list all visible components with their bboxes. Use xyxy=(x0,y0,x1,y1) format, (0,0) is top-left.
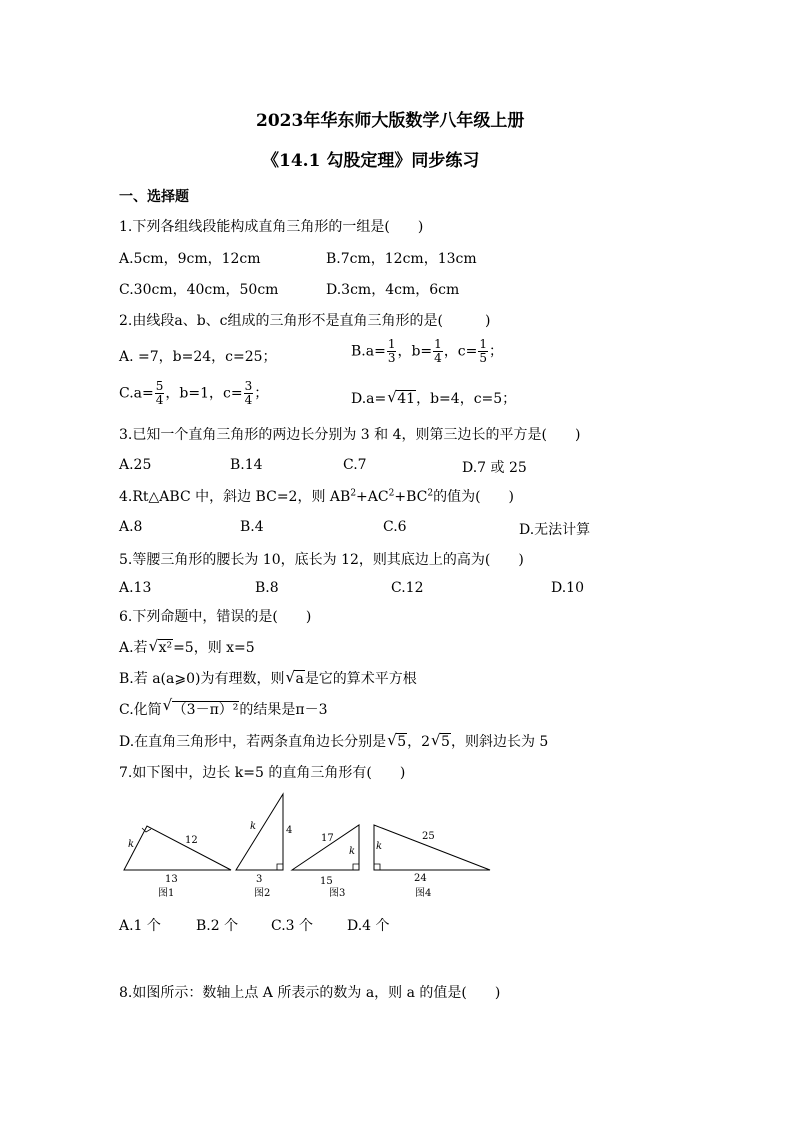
radicand: a xyxy=(295,671,304,687)
fig2-caption: 图2 xyxy=(254,888,271,899)
figure-1 xyxy=(124,826,231,899)
q4-option-a: A.8 xyxy=(119,519,143,535)
figure-4 xyxy=(374,825,490,899)
sqrt-symbol: √ x² xyxy=(148,637,173,656)
fig2-label-side: 4 xyxy=(286,825,293,836)
q5-option-a: A.13 xyxy=(119,580,152,596)
q4-text: 4.Rt△ABC 中，斜边 BC=2，则 AB xyxy=(119,489,351,505)
q4-option-c: C.6 xyxy=(383,519,407,535)
q1-option-c: C.30cm，40cm，50cm xyxy=(119,282,279,298)
q2-option-d xyxy=(351,388,516,408)
fraction-denominator: 3 xyxy=(387,351,396,365)
fraction xyxy=(433,338,443,365)
sqrt-symbol: √ （3－π）² xyxy=(162,696,239,718)
fraction-denominator: 4 xyxy=(244,393,253,407)
q5-option-d: D.10 xyxy=(551,580,584,596)
sqrt-symbol: √ 5 xyxy=(431,731,450,750)
figure-2 xyxy=(236,794,292,899)
figure-3 xyxy=(292,825,359,899)
superscript: 2 xyxy=(427,488,434,499)
sqrt-symbol: √ 41 xyxy=(387,388,416,407)
q2-option-c xyxy=(119,380,268,407)
q2-b-text: ，c= xyxy=(443,343,478,360)
q4-text: 的值为( ) xyxy=(433,489,515,505)
fig1-label-hyp: 12 xyxy=(185,835,198,846)
right-angle-mark xyxy=(142,828,151,832)
q3-option-d: D.7 或 25 xyxy=(462,460,527,476)
q3-stem: 3.已知一个直角三角形的两边长分别为 3 和 4，则第三边长的平方是( ) xyxy=(119,427,581,443)
q8-stem: 8.如图所示：数轴上点 A 所表示的数为 a，则 a 的值是( ) xyxy=(119,985,501,1001)
q2-b-text: ； xyxy=(489,343,504,360)
q4-text: +AC xyxy=(356,489,389,505)
q6-c-text: 的结果是π－3 xyxy=(239,702,328,718)
q4-option-d: D.无法计算 xyxy=(519,522,591,538)
q7-option-c: C.3 个 xyxy=(271,918,314,934)
doc-subtitle: 《14.1 勾股定理》同步练习 xyxy=(262,151,480,171)
q1-stem: 1.下列各组线段能构成直角三角形的一组是( ) xyxy=(119,219,424,235)
triangle-1 xyxy=(124,826,231,870)
q6-a-text: =5，则 x=5 xyxy=(173,640,255,656)
fig3-label-k: k xyxy=(349,846,356,857)
q2-option-a: A. =7，b=24，c=25； xyxy=(119,349,277,365)
q4-stem xyxy=(119,486,514,506)
fraction xyxy=(244,380,254,407)
q1-option-a: A.5cm，9cm，12cm xyxy=(119,251,261,267)
q4-text: +BC xyxy=(394,489,428,505)
superscript: 2 xyxy=(388,488,395,499)
radicand: 41 xyxy=(397,391,416,407)
triangle-2 xyxy=(236,794,283,870)
q6-d-text: ，2 xyxy=(407,734,431,750)
q2-b-prefix: B.a= xyxy=(351,343,386,360)
radicand: 5 xyxy=(397,734,407,750)
q3-option-b: B.14 xyxy=(230,457,263,473)
q2-b-text: ，b= xyxy=(397,343,433,360)
q6-c-prefix: C.化简 xyxy=(119,702,162,718)
q6-b-text: 是它的算术平方根 xyxy=(304,671,417,687)
q7-figures xyxy=(115,788,500,903)
fraction xyxy=(387,338,397,365)
q2-d-prefix: D.a= xyxy=(351,391,387,407)
q6-option-c xyxy=(119,696,328,719)
q7-stem: 7.如下图中，边长 k=5 的直角三角形有( ) xyxy=(119,765,406,781)
fig2-label-base: 3 xyxy=(256,874,263,885)
q2-c-prefix: C.a= xyxy=(119,385,154,402)
q6-option-a xyxy=(119,637,255,657)
fraction xyxy=(155,380,165,407)
fraction-numerator: 5 xyxy=(155,379,164,393)
fraction xyxy=(478,338,488,365)
doc-title: 2023年华东师大版数学八年级上册 xyxy=(256,111,525,131)
q6-stem: 6.下列命题中，错误的是( ) xyxy=(119,609,312,625)
q1-option-d: D.3cm，4cm，6cm xyxy=(326,282,460,298)
fig3-caption: 图3 xyxy=(329,888,346,899)
q6-option-d xyxy=(119,731,548,751)
q6-b-prefix: B.若 a(a⩾0)为有理数，则 xyxy=(119,671,285,687)
q3-option-c: C.7 xyxy=(343,457,367,473)
fig2-label-k: k xyxy=(250,821,257,832)
q7-option-a: A.1 个 xyxy=(119,918,161,934)
q7-option-d: D.4 个 xyxy=(347,918,390,934)
fraction-numerator: 1 xyxy=(434,337,442,351)
q2-stem: 2.由线段a、b、c组成的三角形不是直角三角形的是( ) xyxy=(119,313,491,329)
q6-d-text: ，则斜边长为 5 xyxy=(450,734,549,750)
fig4-caption: 图4 xyxy=(415,888,432,899)
q2-option-b xyxy=(351,338,503,365)
fraction-numerator: 1 xyxy=(387,337,396,351)
q4-option-b: B.4 xyxy=(240,519,264,535)
q5-option-b: B.8 xyxy=(255,580,279,596)
q3-option-a: A.25 xyxy=(119,457,152,473)
q6-d-prefix: D.在直角三角形中，若两条直角边长分别是 xyxy=(119,734,387,750)
q5-option-c: C.12 xyxy=(391,580,424,596)
fig4-label-base: 24 xyxy=(414,873,427,884)
q5-stem: 5.等腰三角形的腰长为 10，底长为 12，则其底边上的高为( ) xyxy=(119,552,524,568)
fig1-label-base: 13 xyxy=(165,874,178,885)
q7-option-b: B.2 个 xyxy=(196,918,239,934)
fig1-label-k: k xyxy=(128,839,135,850)
fig3-label-hyp: 17 xyxy=(321,833,334,844)
right-angle-mark xyxy=(277,864,283,870)
fraction-denominator: 4 xyxy=(434,351,442,365)
fig1-caption: 图1 xyxy=(158,888,175,899)
radicand: （3－π）² xyxy=(172,702,239,718)
q1-option-b: B.7cm，12cm，13cm xyxy=(326,251,477,267)
sqrt-symbol: √ 5 xyxy=(387,731,407,750)
fig4-label-hyp: 25 xyxy=(422,831,435,842)
fraction-denominator: 5 xyxy=(479,351,488,365)
q6-a-prefix: A.若 xyxy=(119,640,148,656)
radicand: x² xyxy=(158,640,173,656)
fraction-numerator: 3 xyxy=(244,379,253,393)
fraction-denominator: 4 xyxy=(155,393,164,407)
section-heading: 一、选择题 xyxy=(119,189,189,205)
sqrt-symbol: √ a xyxy=(285,668,304,687)
fraction-numerator: 1 xyxy=(479,337,488,351)
fig3-label-base: 15 xyxy=(320,876,333,887)
q2-d-text: ，b=4，c=5； xyxy=(416,391,517,407)
q2-c-text: ，b=1，c= xyxy=(165,385,243,402)
superscript: 2 xyxy=(350,488,357,499)
q2-c-text: ； xyxy=(254,385,269,402)
right-angle-mark xyxy=(374,864,380,870)
radicand: 5 xyxy=(441,734,450,750)
q6-option-b xyxy=(119,668,417,688)
right-angle-mark xyxy=(353,864,359,870)
fig4-label-k: k xyxy=(376,841,383,852)
